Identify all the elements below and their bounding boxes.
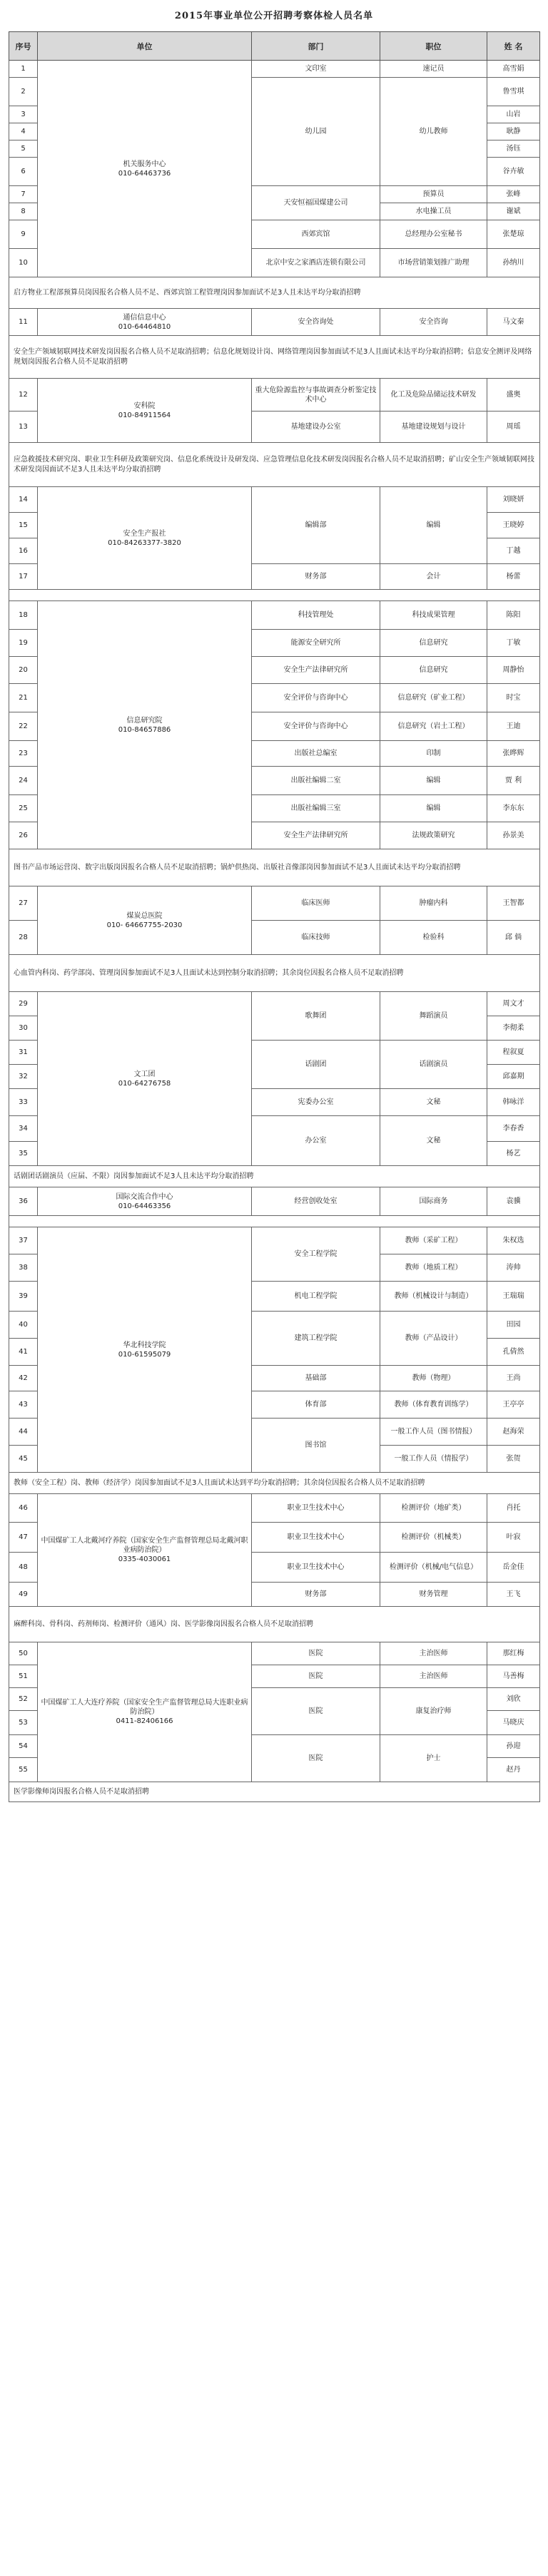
row-number: 12: [9, 379, 38, 412]
unit-name: 通信信息中心: [123, 313, 166, 322]
position-cell: 检测评价（地矿类）: [380, 1494, 487, 1523]
dept-cell: 安全生产法律研究所: [252, 822, 380, 849]
position-cell: 信息研究: [380, 630, 487, 657]
unit-cell: [38, 1227, 252, 1473]
dept-cell: 基础部: [252, 1366, 380, 1391]
dept-cell: 安全工程学院: [252, 1227, 380, 1282]
roster-table: [9, 31, 540, 1802]
row-number: 1: [9, 61, 38, 78]
person-name: 韩咏洋: [487, 1089, 540, 1116]
note-row: [9, 1607, 540, 1642]
position-cell: 文秘: [380, 1116, 487, 1166]
position-cell: 教师（机械设计与制造）: [380, 1282, 487, 1312]
person-name: 汤钰: [487, 140, 540, 158]
person-name: 袁骥: [487, 1187, 540, 1216]
note-row: [9, 336, 540, 379]
person-name: 程叙夏: [487, 1041, 540, 1065]
person-name: 岳金佳: [487, 1553, 540, 1583]
unit-note: 心血管内科岗、药学部岗、管理岗因参加面试不足3人且面试未达到控制分取消招聘；其余岗位因报名合格人员不足取消招聘: [9, 955, 540, 992]
person-name: 杨艺: [487, 1142, 540, 1166]
table-row: [9, 379, 540, 412]
unit-name: 安科院: [133, 402, 156, 410]
position-cell: 编辑: [380, 487, 487, 564]
position-cell: 肿瘤内科: [380, 886, 487, 921]
person-name: 那红梅: [487, 1642, 540, 1665]
row-number: 35: [9, 1142, 38, 1166]
unit-phone: 010-84911564: [118, 411, 171, 419]
person-name: 周静怡: [487, 657, 540, 684]
row-number: 28: [9, 921, 38, 955]
note-row: [9, 955, 540, 992]
person-name: 王智都: [487, 886, 540, 921]
row-number: 49: [9, 1583, 38, 1607]
note-row: [9, 277, 540, 309]
note-row: [9, 1216, 540, 1227]
person-name: 李春香: [487, 1116, 540, 1142]
person-name: 刘欣: [487, 1688, 540, 1711]
unit-cell: [38, 61, 252, 277]
row-number: 19: [9, 630, 38, 657]
row-number: 9: [9, 220, 38, 249]
row-number: 46: [9, 1494, 38, 1523]
person-name: 孙纳川: [487, 249, 540, 277]
unit-cell: [38, 1642, 252, 1782]
person-name: 马晓庆: [487, 1711, 540, 1735]
person-name: 赵海荣: [487, 1419, 540, 1446]
person-name: 马文秦: [487, 309, 540, 336]
position-cell: 市场营销策划推广助理: [380, 249, 487, 277]
dept-cell: 话剧团: [252, 1041, 380, 1089]
header-no: 序号: [9, 32, 38, 61]
person-name: 谷卉敏: [487, 158, 540, 186]
table-row: [9, 886, 540, 921]
row-number: 36: [9, 1187, 38, 1216]
table-row: [9, 1494, 540, 1523]
row-number: 37: [9, 1227, 38, 1254]
row-number: 55: [9, 1758, 38, 1782]
dept-cell: 出版社总编室: [252, 741, 380, 767]
table-body: [9, 61, 540, 1802]
person-name: 孙迎: [487, 1735, 540, 1758]
person-name: 谢斌: [487, 203, 540, 220]
position-cell: 文秘: [380, 1089, 487, 1116]
dept-cell: 西郊宾馆: [252, 220, 380, 249]
person-name: 贾 利: [487, 767, 540, 795]
row-number: 31: [9, 1041, 38, 1065]
person-name: 涛帅: [487, 1254, 540, 1282]
dept-cell: 建筑工程学院: [252, 1312, 380, 1366]
row-number: 15: [9, 513, 38, 538]
position-cell: 信息研究: [380, 657, 487, 684]
position-cell: 检测评价（机械类）: [380, 1523, 487, 1553]
row-number: 25: [9, 795, 38, 822]
dept-cell: 医院: [252, 1665, 380, 1688]
dept-cell: 临床技师: [252, 921, 380, 955]
position-cell: 话剧演员: [380, 1041, 487, 1089]
person-name: 山岩: [487, 106, 540, 123]
dept-cell: 临床医师: [252, 886, 380, 921]
person-name: 张楚琼: [487, 220, 540, 249]
table-row: [9, 1227, 540, 1254]
unit-cell: [38, 309, 252, 336]
unit-phone: 010-61595079: [118, 1350, 171, 1359]
person-name: 王亭亭: [487, 1391, 540, 1419]
dept-cell: 财务部: [252, 564, 380, 590]
unit-cell: [38, 1187, 252, 1216]
dept-cell: 经营创收处室: [252, 1187, 380, 1216]
row-number: 42: [9, 1366, 38, 1391]
row-number: 33: [9, 1089, 38, 1116]
unit-cell: [38, 487, 252, 590]
person-name: 朱权选: [487, 1227, 540, 1254]
unit-cell: [38, 992, 252, 1166]
unit-note: 话剧团话剧演员（应届、不限）岗因参加面试不足3人且未达平均分取消招聘: [9, 1166, 540, 1187]
unit-note: 麻醉科岗、骨科岗、药剂师岗、检测评价（通风）岗、医学影像岗因报名合格人员不足取消招聘: [9, 1607, 540, 1642]
position-cell: 预算员: [380, 186, 487, 203]
unit-name: 中国煤矿工人北戴河疗养院（国家安全生产监督管理总局北戴河职业病防治院）: [41, 1537, 248, 1554]
person-name: 李东东: [487, 795, 540, 822]
position-cell: 编辑: [380, 795, 487, 822]
unit-note: 应急救援技术研究岗、职业卫生科研及政策研究岗、信息化系统设计及研发岗、应急管理信息化技术研发岗因报名合格人员不足取消招聘；矿山安全生产领域韧联网技术研发岗因面试不足3人且未达平均分取消招聘: [9, 443, 540, 487]
dept-cell: 安全生产法律研究所: [252, 657, 380, 684]
position-cell: 安全咨询: [380, 309, 487, 336]
person-name: 丁敏: [487, 630, 540, 657]
position-cell: 教师（地质工程）: [380, 1254, 487, 1282]
row-number: 45: [9, 1446, 38, 1473]
person-name: 肖托: [487, 1494, 540, 1523]
position-cell: 检测评价（机械/电气信息）: [380, 1553, 487, 1583]
unit-phone: 010-84263377-3820: [108, 538, 181, 547]
row-number: 29: [9, 992, 38, 1016]
row-number: 30: [9, 1016, 38, 1041]
dept-cell: 安全评价与咨询中心: [252, 712, 380, 741]
person-name: 张晔辉: [487, 741, 540, 767]
position-cell: 编辑: [380, 767, 487, 795]
person-name: 杨蕾: [487, 564, 540, 590]
position-cell: 护士: [380, 1735, 487, 1782]
dept-cell: 机电工程学院: [252, 1282, 380, 1312]
person-name: 耿静: [487, 123, 540, 140]
row-number: 41: [9, 1339, 38, 1366]
dept-cell: 能源安全研究所: [252, 630, 380, 657]
row-number: 40: [9, 1312, 38, 1339]
position-cell: 速记员: [380, 61, 487, 78]
row-number: 44: [9, 1419, 38, 1446]
table-row: [9, 487, 540, 513]
unit-phone: 010- 64667755-2030: [106, 921, 183, 929]
table-row: [9, 1187, 540, 1216]
note-row: [9, 443, 540, 487]
person-name: 马善梅: [487, 1665, 540, 1688]
unit-note: [9, 590, 540, 601]
unit-cell: [38, 886, 252, 955]
row-number: 52: [9, 1688, 38, 1711]
dept-cell: 歌舞团: [252, 992, 380, 1041]
row-number: 6: [9, 158, 38, 186]
dept-cell: 图书馆: [252, 1419, 380, 1473]
person-name: 张贺: [487, 1446, 540, 1473]
dept-cell: 职业卫生技术中心: [252, 1494, 380, 1523]
person-name: 孔倩然: [487, 1339, 540, 1366]
note-row: [9, 849, 540, 886]
unit-name: 国际交流合作中心: [116, 1192, 173, 1201]
position-cell: 教师（采矿工程）: [380, 1227, 487, 1254]
dept-cell: 安全咨询处: [252, 309, 380, 336]
person-name: 田园: [487, 1312, 540, 1339]
row-number: 39: [9, 1282, 38, 1312]
person-name: 邱 倘: [487, 921, 540, 955]
unit-phone: 010-64463736: [118, 169, 171, 178]
position-cell: 检验科: [380, 921, 487, 955]
unit-name: 安全生产报社: [123, 529, 166, 538]
unit-cell: [38, 379, 252, 443]
dept-cell: 职业卫生技术中心: [252, 1553, 380, 1583]
position-cell: 主治医师: [380, 1665, 487, 1688]
position-cell: 会计: [380, 564, 487, 590]
table-row: [9, 309, 540, 336]
row-number: 2: [9, 78, 38, 106]
unit-name: 中国煤矿工人大连疗养院（国家安全生产监督管理总局大连职业病防治院）: [41, 1699, 248, 1716]
person-name: 李彻柔: [487, 1016, 540, 1041]
table-row: [9, 1642, 540, 1665]
person-name: 刘晓妍: [487, 487, 540, 513]
note-row: [9, 1473, 540, 1494]
position-cell: 信息研究（岩土工程）: [380, 712, 487, 741]
unit-phone: 0335-4030061: [118, 1555, 171, 1563]
dept-cell: 安全评价与咨询中心: [252, 684, 380, 712]
person-name: 陈阳: [487, 601, 540, 630]
person-name: 鲁雪琪: [487, 78, 540, 106]
person-name: 王迪: [487, 712, 540, 741]
row-number: 47: [9, 1523, 38, 1553]
unit-name: 机关服务中心: [123, 160, 166, 168]
position-cell: 水电操工员: [380, 203, 487, 220]
dept-cell: 职业卫生技术中心: [252, 1523, 380, 1553]
row-number: 18: [9, 601, 38, 630]
position-cell: 总经理办公室秘书: [380, 220, 487, 249]
row-number: 16: [9, 538, 38, 564]
row-number: 17: [9, 564, 38, 590]
note-row: [9, 1166, 540, 1187]
row-number: 34: [9, 1116, 38, 1142]
dept-cell: 出版社编辑二室: [252, 767, 380, 795]
row-number: 26: [9, 822, 38, 849]
dept-cell: 幼儿园: [252, 78, 380, 186]
row-number: 8: [9, 203, 38, 220]
row-number: 4: [9, 123, 38, 140]
person-name: 时宝: [487, 684, 540, 712]
person-name: 高雪娟: [487, 61, 540, 78]
table-header-row: [9, 32, 540, 61]
dept-cell: 医院: [252, 1642, 380, 1665]
dept-cell: 重大危险源监控与事故调查分析鉴定技术中心: [252, 379, 380, 412]
position-cell: 法规政策研究: [380, 822, 487, 849]
unit-name: 煤炭总医院: [126, 911, 163, 920]
dept-cell: 天安恒福国煤建公司: [252, 186, 380, 220]
person-name: 丁越: [487, 538, 540, 564]
unit-cell: [38, 1494, 252, 1607]
dept-cell: 出版社编辑三室: [252, 795, 380, 822]
dept-cell: 宪委办公室: [252, 1089, 380, 1116]
person-name: 王飞: [487, 1583, 540, 1607]
row-number: 3: [9, 106, 38, 123]
dept-cell: 文印室: [252, 61, 380, 78]
position-cell: 科技成果管理: [380, 601, 487, 630]
position-cell: 基地建设规划与设计: [380, 412, 487, 443]
page-title: 2015年事业单位公开招聘考察体检人员名单: [174, 11, 374, 21]
dept-cell: 财务部: [252, 1583, 380, 1607]
table-row: [9, 992, 540, 1016]
position-cell: 信息研究（矿业工程）: [380, 684, 487, 712]
note-row: [9, 590, 540, 601]
position-cell: 康复治疗师: [380, 1688, 487, 1735]
row-number: 7: [9, 186, 38, 203]
header-unit: 单位: [38, 32, 252, 61]
row-number: 21: [9, 684, 38, 712]
dept-cell: 医院: [252, 1688, 380, 1735]
position-cell: 舞蹈演员: [380, 992, 487, 1041]
unit-phone: 010-64463356: [118, 1202, 171, 1210]
person-name: 孙景美: [487, 822, 540, 849]
person-name: 王尚: [487, 1366, 540, 1391]
unit-phone: 010-64464810: [118, 322, 171, 331]
dept-cell: 北京中安之家酒店连锁有限公司: [252, 249, 380, 277]
dept-cell: 编辑部: [252, 487, 380, 564]
row-number: 10: [9, 249, 38, 277]
person-name: 王瑞瑞: [487, 1282, 540, 1312]
position-cell: 一般工作人员（情报学）: [380, 1446, 487, 1473]
person-name: 王晓婷: [487, 513, 540, 538]
person-name: 邱嘉期: [487, 1065, 540, 1089]
table-row: [9, 61, 540, 78]
person-name: 盛奥: [487, 379, 540, 412]
position-cell: 国际商务: [380, 1187, 487, 1216]
unit-name: 华北科技学院: [123, 1341, 166, 1349]
dept-cell: 科技管理处: [252, 601, 380, 630]
header-position: 职位: [380, 32, 487, 61]
row-number: 38: [9, 1254, 38, 1282]
position-cell: 教师（物理）: [380, 1366, 487, 1391]
row-number: 27: [9, 886, 38, 921]
row-number: 50: [9, 1642, 38, 1665]
unit-phone: 010-64276758: [118, 1079, 171, 1088]
person-name: 周文才: [487, 992, 540, 1016]
unit-note: 教师（安全工程）岗、教师（经济学）岗因参加面试不足3人且面试未达到平均分取消招聘；其余岗位因报名合格人员不足取消招聘: [9, 1473, 540, 1494]
dept-cell: 体育部: [252, 1391, 380, 1419]
unit-note: 启方物业工程部预算员岗因报名合格人员不足、西郊宾馆工程管理岗因参加面试不足3人且未达平均分取消招聘: [9, 277, 540, 309]
row-number: 22: [9, 712, 38, 741]
row-number: 20: [9, 657, 38, 684]
dept-cell: 医院: [252, 1735, 380, 1782]
row-number: 53: [9, 1711, 38, 1735]
table-row: [9, 601, 540, 630]
unit-note: 医学影像师岗因报名合格人员不足取消招聘: [9, 1782, 540, 1802]
person-name: 周瑶: [487, 412, 540, 443]
position-cell: 印制: [380, 741, 487, 767]
note-row: [9, 1782, 540, 1802]
header-dept: 部门: [252, 32, 380, 61]
unit-cell: [38, 601, 252, 849]
unit-name: 信息研究院: [126, 716, 163, 725]
person-name: 赵丹: [487, 1758, 540, 1782]
person-name: 张峰: [487, 186, 540, 203]
position-cell: 财务管理: [380, 1583, 487, 1607]
row-number: 43: [9, 1391, 38, 1419]
dept-cell: 基地建设办公室: [252, 412, 380, 443]
row-number: 51: [9, 1665, 38, 1688]
row-number: 48: [9, 1553, 38, 1583]
unit-phone: 010-84657886: [118, 725, 171, 734]
position-cell: 教师（产品设计）: [380, 1312, 487, 1366]
position-cell: 主治医师: [380, 1642, 487, 1665]
row-number: 5: [9, 140, 38, 158]
row-number: 14: [9, 487, 38, 513]
row-number: 32: [9, 1065, 38, 1089]
position-cell: 幼儿教师: [380, 78, 487, 186]
position-cell: 教师（体育教育训练学）: [380, 1391, 487, 1419]
unit-phone: 0411-82406166: [116, 1717, 173, 1725]
row-number: 23: [9, 741, 38, 767]
position-cell: 一般工作人员（图书情报）: [380, 1419, 487, 1446]
unit-note: 安全生产领域韧联网技术研发岗因报名合格人员不足取消招聘；信息化规划设计岗、网络管理岗因参加面试不足3人且面试未达平均分取消招聘；信息安全测评及网络规划岗因报名合格人员不足取消招聘: [9, 336, 540, 379]
row-number: 11: [9, 309, 38, 336]
unit-name: 文工团: [133, 1070, 156, 1078]
row-number: 24: [9, 767, 38, 795]
unit-note: [9, 1216, 540, 1227]
row-number: 54: [9, 1735, 38, 1758]
position-cell: 化工及危险品储运技术研发: [380, 379, 487, 412]
header-name: 姓 名: [487, 32, 540, 61]
dept-cell: 办公室: [252, 1116, 380, 1166]
unit-note: 图书产品市场运营岗、数字出版岗因报名合格人员不足取消招聘；锅炉供热岗、出版社音像部岗因参加面试不足3人且面试未达平均分取消招聘: [9, 849, 540, 886]
person-name: 叶寂: [487, 1523, 540, 1553]
row-number: 13: [9, 412, 38, 443]
